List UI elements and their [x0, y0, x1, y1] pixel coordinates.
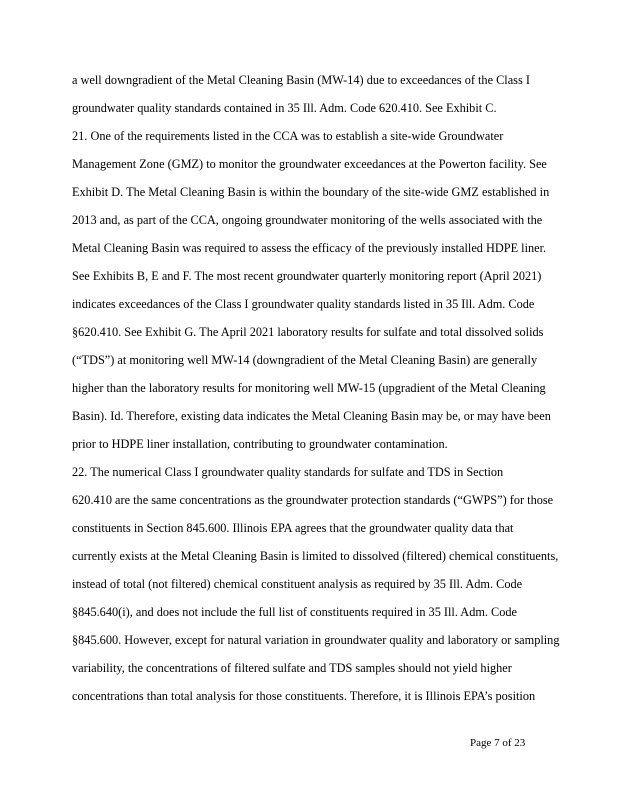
- body-text-line: See Exhibits B, E and F. The most recent groundwater quarterly monitoring report (April 2021): [72, 269, 542, 283]
- body-text-line: currently exists at the Metal Cleaning Basin is limited to dissolved (filtered) chemical constituents,: [72, 549, 559, 563]
- body-text-line: §845.600. However, except for natural variation in groundwater quality and laboratory or sampling: [72, 633, 560, 647]
- body-text-line: Metal Cleaning Basin was required to assess the efficacy of the previously installed HDPE liner.: [72, 241, 547, 255]
- paragraph-21-start: 21. One of the requirements listed in the CCA was to establish a site-wide Groundwater: [72, 129, 504, 143]
- body-text-line: Management Zone (GMZ) to monitor the groundwater exceedances at the Powerton facility. See: [72, 157, 547, 171]
- body-text-line: prior to HDPE liner installation, contributing to groundwater contamination.: [72, 437, 448, 451]
- body-text-line: a well downgradient of the Metal Cleaning Basin (MW-14) due to exceedances of the Class I: [72, 73, 530, 87]
- page-number: Page 7 of 23: [470, 737, 526, 749]
- body-text-line: Exhibit D. The Metal Cleaning Basin is within the boundary of the site-wide GMZ established in: [72, 185, 550, 199]
- body-text-line: variability, the concentrations of filtered sulfate and TDS samples should not yield higher: [72, 661, 512, 675]
- body-text-line: instead of total (not filtered) chemical constituent analysis as required by 35 Ill. Adm. Code: [72, 577, 523, 591]
- body-text-line: 2013 and, as part of the CCA, ongoing groundwater monitoring of the wells associated with the: [72, 213, 543, 227]
- body-text-line: groundwater quality standards contained in 35 Ill. Adm. Code 620.410. See Exhibit C.: [72, 101, 497, 115]
- body-text-line: §845.640(i), and does not include the full list of constituents required in 35 Ill. Adm. Code: [72, 605, 518, 619]
- body-text-line: §620.410. See Exhibit G. The April 2021 laboratory results for sulfate and total dissolved solids: [72, 325, 544, 339]
- body-text-line: higher than the laboratory results for monitoring well MW-15 (upgradient of the Metal Cleaning: [72, 381, 546, 395]
- body-text-line: Basin). Id. Therefore, existing data indicates the Metal Cleaning Basin may be, or may have been: [72, 409, 551, 423]
- body-text-line: constituents in Section 845.600. Illinois EPA agrees that the groundwater quality data that: [72, 521, 514, 535]
- body-text-line: (“TDS”) at monitoring well MW-14 (downgradient of the Metal Cleaning Basin) are generally: [72, 353, 538, 367]
- body-text-line: indicates exceedances of the Class I groundwater quality standards listed in 35 Ill. Adm. Code: [72, 297, 535, 311]
- paragraph-22-start: 22. The numerical Class I groundwater quality standards for sulfate and TDS in Section: [72, 465, 504, 479]
- body-text-line: 620.410 are the same concentrations as the groundwater protection standards (“GWPS”) for those: [72, 493, 554, 507]
- body-text-line: concentrations than total analysis for those constituents. Therefore, it is Illinois EPA’s position: [72, 689, 536, 703]
